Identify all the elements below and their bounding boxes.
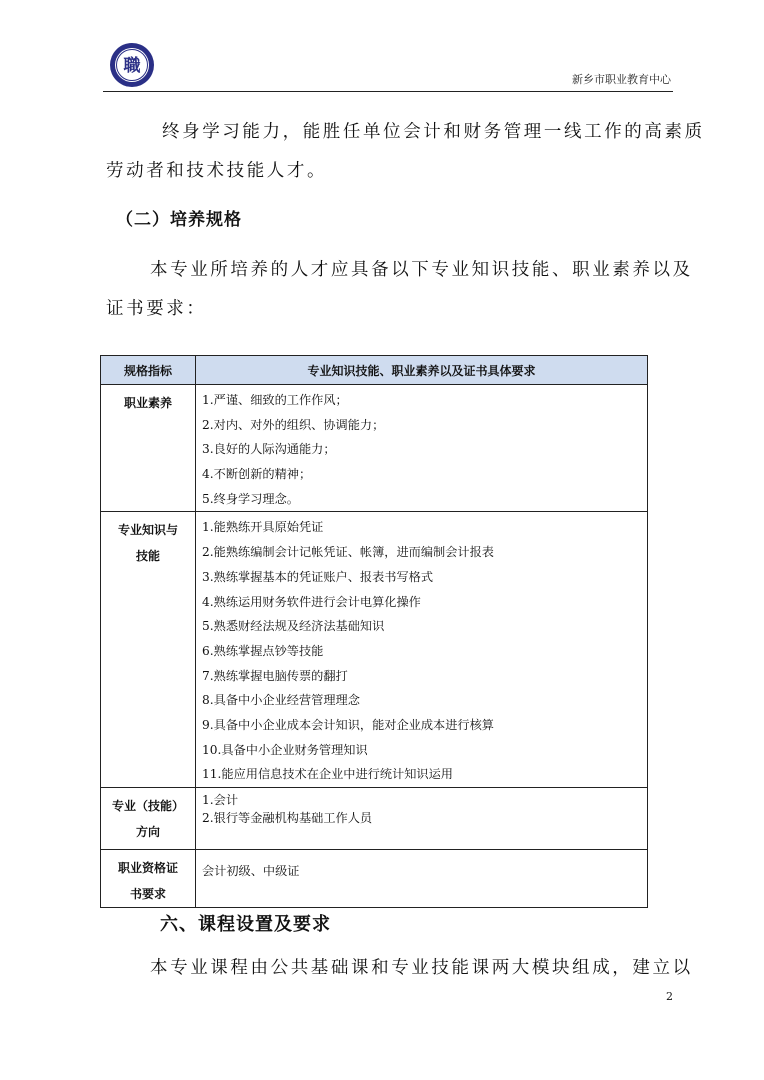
training-spec-table	[100, 355, 648, 908]
category-label: 方向	[135, 825, 160, 839]
list-item: 2.银行等金融机构基础工作人员	[202, 811, 373, 825]
row-items	[196, 512, 648, 788]
list-item: 3.熟练掌握基本的凭证账户、报表书写格式	[202, 569, 434, 584]
section-heading-training-spec: （二）培养规格	[116, 210, 242, 230]
table-header-requirements: 专业知识技能、职业素养以及证书具体要求	[196, 356, 648, 385]
category-label: 技能	[135, 549, 160, 564]
table-header-indicator: 规格指标	[101, 356, 196, 385]
list-item: 会计初级、中级证	[202, 864, 300, 879]
intro-line-2: 劳动者和技术技能人才。	[106, 161, 328, 181]
school-logo-icon	[109, 42, 155, 88]
row-category-knowledge-skills	[101, 512, 196, 788]
row-category-certificate	[101, 850, 196, 908]
intro-line-1: 终身学习能力，能胜任单位会计和财务管理一线工作的高素质	[162, 122, 705, 142]
category-label: 职业素养	[123, 396, 172, 410]
list-item: 1.能熟练开具原始凭证	[202, 520, 324, 535]
list-item: 4.不断创新的精神；	[202, 467, 312, 482]
list-item: 9.具备中小企业成本会计知识，能对企业成本进行核算	[202, 717, 494, 732]
row-category-direction	[101, 788, 196, 850]
spec-paragraph-line-2: 证书要求：	[106, 299, 207, 319]
list-item: 2.能熟练编制会计记帐凭证、帐簿，进而编制会计报表	[202, 545, 494, 560]
category-label: 书要求	[129, 887, 166, 901]
table-row	[101, 512, 648, 788]
table-row	[101, 788, 648, 850]
row-category-professional-quality	[101, 385, 196, 512]
category-label: 专业知识与	[117, 523, 178, 538]
list-item: 1.严谨、细致的工作作风；	[202, 393, 348, 407]
page-header	[103, 38, 673, 92]
spec-paragraph-line-1: 本专业所培养的人才应具备以下专业知识技能、职业素养以及	[150, 260, 693, 280]
list-item: 3.良好的人际沟通能力；	[202, 442, 336, 457]
table-row	[101, 850, 648, 908]
row-items	[196, 788, 648, 850]
list-item: 2.对内、对外的组织、协调能力；	[202, 417, 385, 432]
category-label: 专业（技能）	[111, 799, 184, 813]
list-item: 5.熟悉财经法规及经济法基础知识	[202, 619, 385, 634]
category-label: 职业资格证	[117, 861, 178, 875]
list-item: 6.熟练掌握点钞等技能	[202, 643, 324, 658]
table-header-row	[101, 356, 648, 385]
list-item: 5.终身学习理念。	[202, 491, 299, 506]
list-item: 7.熟练掌握电脑传票的翻打	[202, 668, 348, 683]
section-heading-curriculum: 六、课程设置及要求	[160, 914, 331, 935]
table-row	[101, 385, 648, 512]
svg-text:職: 職	[123, 56, 141, 76]
list-item: 11.能应用信息技术在企业中进行统计知识运用	[202, 767, 453, 782]
list-item: 8.具备中小企业经营管理理念	[202, 693, 360, 708]
header-org-name: 新乡市职业教育中心	[572, 73, 671, 86]
list-item: 10.具备中小企业财务管理知识	[202, 742, 368, 757]
curriculum-paragraph-line-1: 本专业课程由公共基础课和专业技能课两大模块组成，建立以	[150, 958, 693, 978]
list-item: 4.熟练运用财务软件进行会计电算化操作	[202, 594, 421, 609]
row-items	[196, 385, 648, 512]
list-item: 1.会计	[202, 793, 239, 807]
row-items	[196, 850, 648, 908]
page-number: 2	[666, 990, 673, 1003]
